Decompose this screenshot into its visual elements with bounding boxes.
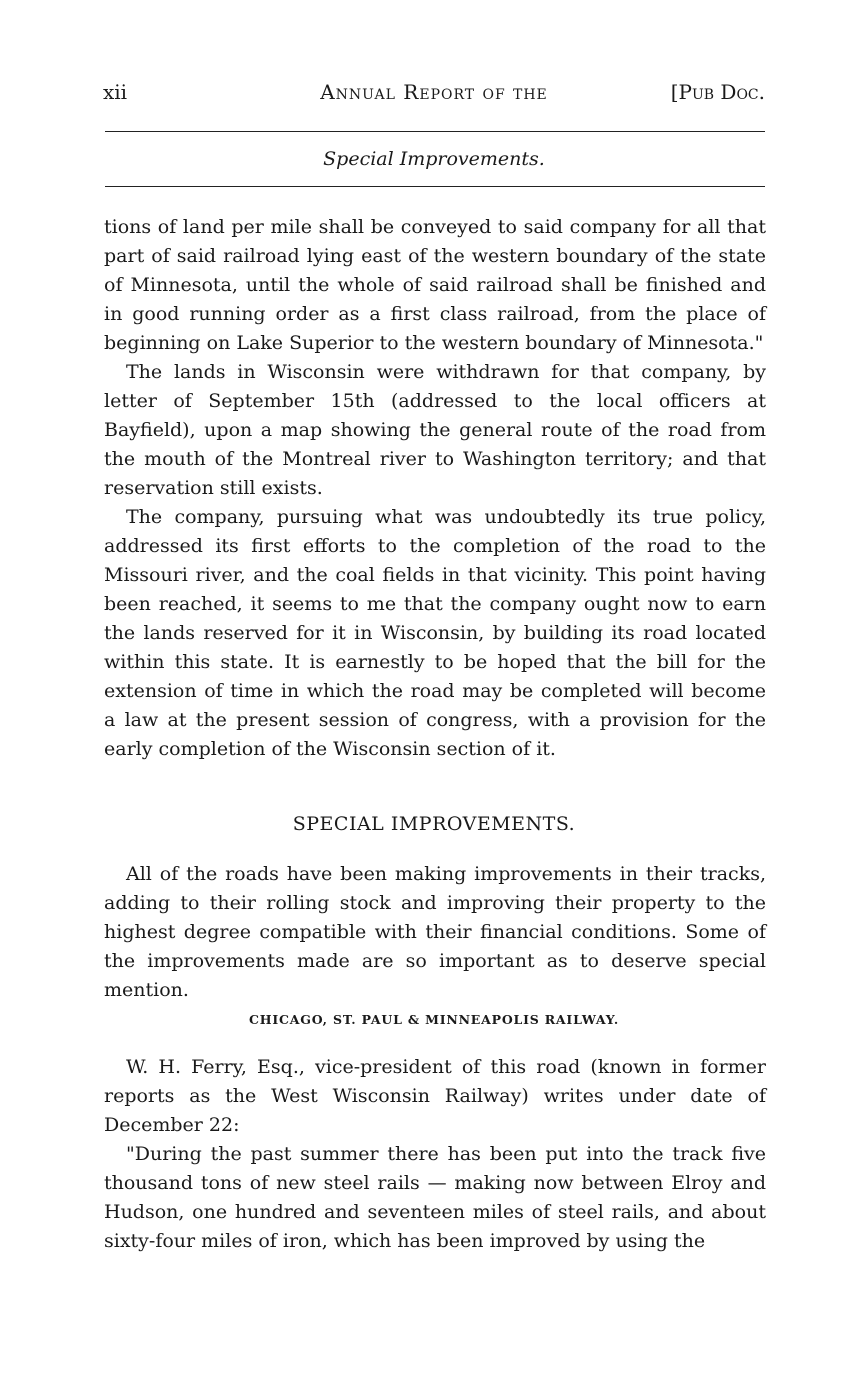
bottom-rule xyxy=(105,186,765,187)
paragraph: tions of land per mile shall be conveyed to said company for all that part of said railroad lying east of the western boundary of the state of Minnesota, until the whole of said railroad shall be finished and in good running order as a first class railroad, from the place of beginning on Lake Superior to the western boundary of Minnesota." xyxy=(104,216,766,354)
document-reference: [Pub Doc. xyxy=(670,80,765,104)
paragraph: All of the roads have been making improvements in their tracks, adding to their rolling stock and improving their property to the highest degree compatible with their financial conditions. Some of the improvements made are so important as to deserve special mention. xyxy=(104,863,766,1001)
paragraph: The company, pursuing what was undoubtedly its true policy, addressed its first efforts to the completion of the road to the Missouri river, and the coal fields in that vicinity. This point having been reached, it seems to me that the company ought now to earn the lands reserved for it in Wisconsin, by building its road located within this state. It is earnestly to be hoped that the bill for the extension of time in which the road may be completed will become a law at the present session of congress, with a provision for the early completion of the Wisconsin section of it. xyxy=(104,506,766,760)
railway-heading: CHICAGO, ST. PAUL & MINNEAPOLIS RAILWAY. xyxy=(249,1012,619,1027)
text-block-railroad-lands xyxy=(104,213,766,764)
running-title: Annual Report of the xyxy=(320,80,548,104)
paragraph: The lands in Wisconsin were withdrawn for that company, by letter of September 15th (addressed to the local officers at Bayfield), upon a map showing the general route of the road from the mouth of the Montreal river to Washington territory; and that reservation still exists. xyxy=(104,361,766,499)
page-number: xii xyxy=(103,80,128,104)
paragraph: "During the past summer there has been put into the track five thousand tons of new steel rails — making now between Elroy and Hudson, one hundred and seventeen miles of steel rails, and about sixty-four miles of iron, which has been improved by using the xyxy=(104,1143,766,1252)
special-improvements-heading: SPECIAL IMPROVEMENTS. xyxy=(292,813,576,835)
paragraph: W. H. Ferry, Esq., vice-president of this road (known in former reports as the West Wisconsin Railway) writes under date of December 22: xyxy=(104,1056,766,1136)
text-block-railway xyxy=(104,1053,766,1256)
running-head xyxy=(103,80,765,110)
text-block-improvements xyxy=(104,860,766,1005)
top-rule xyxy=(105,131,765,132)
section-head: Special Improvements. xyxy=(323,148,545,170)
